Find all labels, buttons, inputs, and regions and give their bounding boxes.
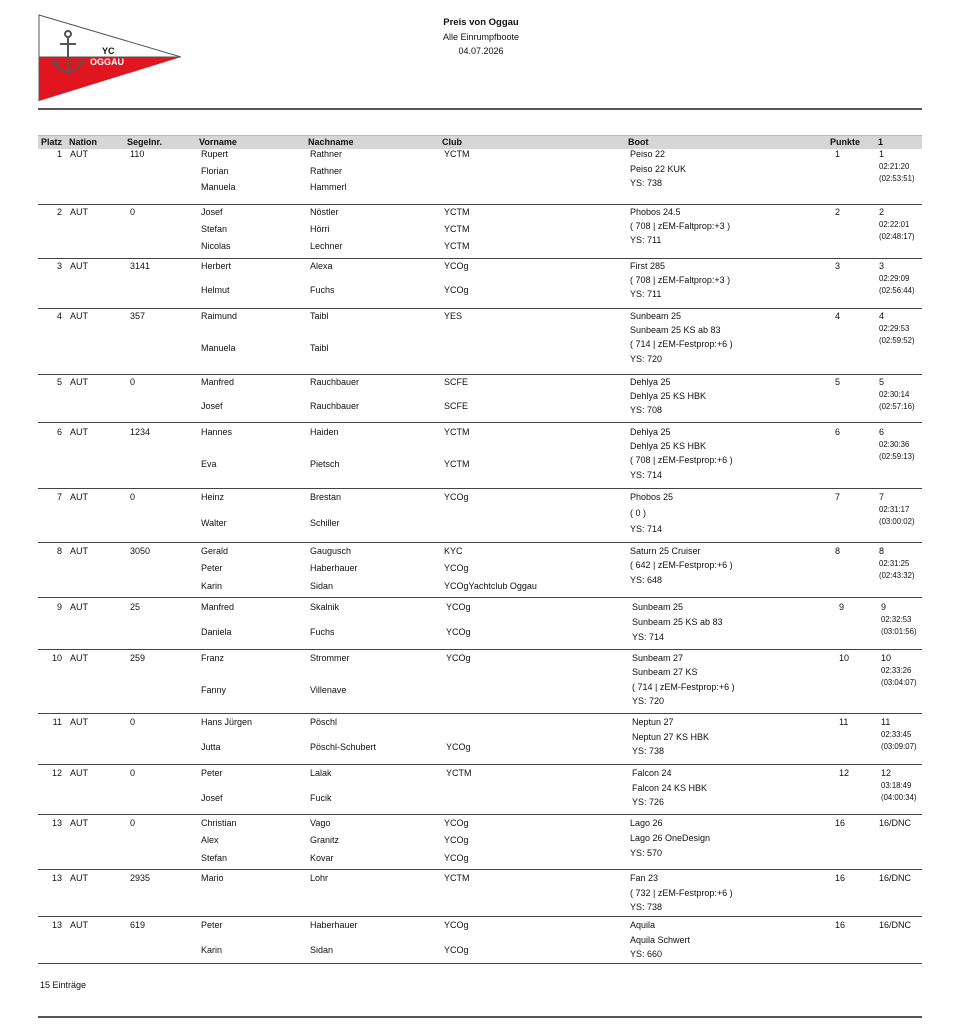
race-result-cell: 02:32:53: [881, 615, 912, 624]
boot-cell: Aquila Schwert: [630, 935, 691, 945]
table-row: [38, 713, 922, 765]
punkte-cell: 2: [835, 207, 841, 217]
segelnr-cell: 0: [130, 768, 136, 778]
nachname-cell: Fucik: [310, 793, 332, 803]
segelnr-cell: 357: [130, 311, 146, 321]
vorname-cell: Peter: [201, 920, 223, 930]
race-result-cell: 02:31:25: [879, 559, 910, 568]
club-cell: YCOg: [444, 285, 469, 295]
boot-cell: Phobos 25: [630, 492, 674, 502]
vorname-cell: Josef: [201, 207, 223, 217]
boot-cell: YS: 720: [632, 696, 665, 706]
race-result-cell: 03:18:49: [881, 781, 912, 790]
nachname-cell: Skalnik: [310, 602, 340, 612]
table-row: [38, 764, 922, 815]
platz-cell: 3: [56, 261, 62, 271]
vorname-cell: Josef: [201, 793, 223, 803]
race-result-cell: (03:09:07): [881, 742, 917, 751]
punkte-cell: 8: [835, 546, 841, 556]
boot-cell: First 285: [630, 261, 666, 271]
segelnr-cell: 0: [130, 492, 136, 502]
platz-cell: 8: [56, 546, 62, 556]
boot-cell: YS: 714: [630, 470, 663, 480]
nachname-cell: Pöschl-Schubert: [310, 742, 377, 752]
race-result-cell: 11: [881, 717, 891, 727]
club-cell: YCTM: [444, 224, 470, 234]
vorname-cell: Raimund: [201, 311, 238, 321]
boot-cell: Saturn 25 Cruiser: [630, 546, 701, 556]
boot-cell: Falcon 24: [632, 768, 672, 778]
col-vorname: Vorname: [199, 137, 237, 147]
club-cell: YCOg: [444, 945, 469, 955]
platz-cell: 1: [56, 149, 62, 159]
vorname-cell: Herbert: [201, 261, 232, 271]
vorname-cell: Manuela: [201, 343, 236, 353]
segelnr-cell: 259: [130, 653, 146, 663]
nation-cell: AUT: [70, 207, 88, 217]
race-result-cell: 8: [879, 546, 885, 556]
vorname-cell: Daniela: [201, 627, 232, 637]
boot-cell: YS: 570: [630, 848, 663, 858]
boot-cell: Sunbeam 25: [632, 602, 684, 612]
nachname-cell: Lalak: [310, 768, 332, 778]
vorname-cell: Florian: [201, 166, 229, 176]
race-result-cell: 16/DNC: [879, 818, 912, 828]
nachname-cell: Sidan: [310, 581, 334, 591]
punkte-cell: 7: [835, 492, 841, 502]
club-cell: YCOg: [444, 492, 469, 502]
boot-cell: Dehlya 25: [630, 377, 671, 387]
table-row: [38, 149, 922, 205]
col-nachname: Nachname: [308, 137, 354, 147]
table-row: [38, 542, 922, 598]
boot-cell: YS: 738: [630, 902, 663, 912]
boot-cell: ( 642 | zEM-Festprop:+6 ): [630, 560, 733, 570]
punkte-cell: 6: [835, 427, 841, 437]
boot-cell: YS: 648: [630, 575, 663, 585]
nachname-cell: Schiller: [310, 518, 340, 528]
nation-cell: AUT: [70, 602, 88, 612]
entry-count: 15 Einträge: [40, 980, 87, 990]
vorname-cell: Manfred: [201, 602, 235, 612]
vorname-cell: Peter: [201, 768, 223, 778]
boot-cell: YS: 714: [630, 524, 663, 534]
nation-cell: AUT: [70, 717, 88, 727]
club-cell: YCOg: [444, 920, 469, 930]
race-result-cell: (02:59:13): [879, 452, 915, 461]
col-punkte: Punkte: [830, 137, 861, 147]
club-cell: SCFE: [444, 401, 469, 411]
nachname-cell: Rauchbauer: [310, 377, 360, 387]
boot-cell: Phobos 24.5: [630, 207, 681, 217]
nachname-cell: Fuchs: [310, 627, 335, 637]
boot-cell: YS: 714: [632, 632, 665, 642]
nation-cell: AUT: [70, 149, 88, 159]
nation-cell: AUT: [70, 377, 88, 387]
pennant-flag-icon: [38, 14, 183, 104]
nachname-cell: Taibl: [310, 343, 329, 353]
club-cell: YCOg: [444, 818, 469, 828]
vorname-cell: Helmut: [201, 285, 230, 295]
race-result-cell: 02:33:45: [881, 730, 912, 739]
nation-cell: AUT: [70, 311, 88, 321]
segelnr-cell: 0: [130, 207, 136, 217]
club-cell: YES: [444, 311, 463, 321]
table-row: [38, 814, 922, 870]
race-result-cell: 3: [879, 261, 885, 271]
nachname-cell: Rauchbauer: [310, 401, 360, 411]
boot-cell: ( 732 | zEM-Festprop:+6 ): [630, 888, 733, 898]
boot-cell: ( 0 ): [630, 508, 647, 518]
nation-cell: AUT: [70, 873, 88, 883]
platz-cell: 9: [56, 602, 62, 612]
vorname-cell: Mario: [201, 873, 224, 883]
race-result-cell: 2: [879, 207, 885, 217]
race-result-cell: 1: [879, 149, 885, 159]
segelnr-cell: 0: [130, 377, 136, 387]
club-cell: YCTM: [444, 149, 470, 159]
vorname-cell: Nicolas: [201, 241, 231, 251]
logo-text-yc: YC: [102, 46, 115, 56]
race-result-cell: 02:30:14: [879, 390, 910, 399]
race-result-cell: (04:00:34): [881, 793, 917, 802]
platz-cell: 5: [56, 377, 62, 387]
document-header: [300, 16, 662, 58]
platz-cell: 13: [51, 920, 62, 930]
boot-cell: Sunbeam 25 KS ab 83: [632, 617, 723, 627]
nation-cell: AUT: [70, 546, 88, 556]
segelnr-cell: 0: [130, 717, 136, 727]
race-result-cell: 02:21:20: [879, 162, 910, 171]
top-divider: [38, 108, 922, 110]
vorname-cell: Eva: [201, 459, 217, 469]
nachname-cell: Lohr: [310, 873, 329, 883]
bottom-divider: [38, 1016, 922, 1018]
platz-cell: 7: [56, 492, 62, 502]
page-title: Preis von Oggau: [443, 17, 519, 28]
logo-text-oggau: OGGAU: [90, 57, 125, 67]
nachname-cell: Granitz: [310, 835, 340, 845]
vorname-cell: Walter: [201, 518, 227, 528]
platz-cell: 13: [51, 818, 62, 828]
vorname-cell: Rupert: [201, 149, 229, 159]
nation-cell: AUT: [70, 261, 88, 271]
boot-cell: YS: 660: [630, 949, 663, 959]
race-result-cell: 10: [881, 653, 892, 663]
yc-oggau-logo: [38, 14, 183, 104]
race-result-cell: (03:04:07): [881, 678, 917, 687]
club-cell: YCOg: [444, 563, 469, 573]
boot-cell: Dehlya 25: [630, 427, 671, 437]
col-nation: Nation: [69, 137, 97, 147]
nachname-cell: Brestan: [310, 492, 342, 502]
nation-cell: AUT: [70, 492, 88, 502]
nation-cell: AUT: [70, 427, 88, 437]
boot-cell: ( 708 | zEM-Faltprop:+3 ): [630, 275, 731, 285]
nachname-cell: Strommer: [310, 653, 350, 663]
race-result-cell: 12: [881, 768, 892, 778]
nachname-cell: Haberhauer: [310, 563, 358, 573]
table-row: [38, 649, 922, 714]
boot-cell: Falcon 24 KS HBK: [632, 783, 708, 793]
race-result-cell: (02:59:52): [879, 336, 915, 345]
race-result-cell: 6: [879, 427, 885, 437]
race-result-cell: (02:56:44): [879, 286, 915, 295]
club-cell: SCFE: [444, 377, 469, 387]
nachname-cell: Vago: [310, 818, 331, 828]
boot-cell: ( 714 | zEM-Festprop:+6 ): [630, 339, 733, 349]
club-cell: YCOg: [444, 835, 469, 845]
race-result-cell: (02:48:17): [879, 232, 915, 241]
vorname-cell: Peter: [201, 563, 223, 573]
vorname-cell: Manuela: [201, 182, 236, 192]
nachname-cell: Pietsch: [310, 459, 340, 469]
club-cell: YCOg: [446, 653, 471, 663]
club-cell: YCOg: [444, 261, 469, 271]
vorname-cell: Fanny: [201, 685, 227, 695]
boot-cell: ( 714 | zEM-Festprop:+6 ): [632, 682, 735, 692]
race-result-cell: 02:22:01: [879, 220, 910, 229]
race-result-cell: 02:31:17: [879, 505, 910, 514]
segelnr-cell: 0: [130, 818, 136, 828]
nachname-cell: Taibl: [310, 311, 329, 321]
vorname-cell: Hans Jürgen: [201, 717, 253, 727]
table-row: [38, 422, 922, 489]
platz-cell: 13: [51, 873, 62, 883]
table-row: [38, 258, 922, 309]
club-cell: YCOgYachtclub Oggau: [444, 581, 537, 591]
segelnr-cell: 619: [130, 920, 146, 930]
nachname-cell: Kovar: [310, 853, 334, 863]
segelnr-cell: 2935: [130, 873, 151, 883]
nachname-cell: Haiden: [310, 427, 339, 437]
platz-cell: 6: [56, 427, 62, 437]
boot-cell: Lago 26 OneDesign: [630, 833, 711, 843]
nachname-cell: Lechner: [310, 241, 343, 251]
punkte-cell: 10: [839, 653, 850, 663]
boot-cell: YS: 738: [632, 746, 665, 756]
table-row: [38, 597, 922, 650]
page-subtitle: Alle Einrumpfboote: [442, 32, 520, 42]
page-date: 04.07.2026: [458, 46, 504, 56]
punkte-cell: 5: [835, 377, 841, 387]
table-row: [38, 308, 922, 375]
punkte-cell: 1: [835, 149, 841, 159]
club-cell: YCOg: [446, 602, 471, 612]
boot-cell: Sunbeam 27: [632, 653, 684, 663]
boot-cell: Peiso 22 KUK: [630, 164, 687, 174]
boot-cell: Neptun 27 KS HBK: [632, 732, 710, 742]
col-boot: Boot: [628, 137, 649, 147]
race-result-cell: (03:01:56): [881, 627, 917, 636]
boot-cell: ( 708 | zEM-Faltprop:+3 ): [630, 221, 731, 231]
nachname-cell: Villenave: [310, 685, 347, 695]
boot-cell: Sunbeam 25: [630, 311, 682, 321]
col-race-1: 1: [878, 137, 884, 147]
vorname-cell: Jutta: [201, 742, 221, 752]
table-row: [38, 916, 922, 964]
boot-cell: Fan 23: [630, 873, 659, 883]
boot-cell: Peiso 22: [630, 149, 666, 159]
race-result-cell: 5: [879, 377, 885, 387]
nachname-cell: Rathner: [310, 166, 343, 176]
boot-cell: Neptun 27: [632, 717, 674, 727]
vorname-cell: Gerald: [201, 546, 229, 556]
nachname-cell: Pöschl: [310, 717, 338, 727]
club-cell: YCOg: [446, 742, 471, 752]
vorname-cell: Christian: [201, 818, 237, 828]
boot-cell: ( 708 | zEM-Festprop:+6 ): [630, 455, 733, 465]
punkte-cell: 12: [839, 768, 850, 778]
segelnr-cell: 3141: [130, 261, 151, 271]
boot-cell: Aquila: [630, 920, 656, 930]
platz-cell: 12: [51, 768, 62, 778]
nation-cell: AUT: [70, 768, 88, 778]
club-cell: YCOg: [444, 853, 469, 863]
boot-cell: YS: 726: [632, 797, 665, 807]
col-platz: Platz: [41, 137, 63, 147]
vorname-cell: Stefan: [201, 853, 228, 863]
punkte-cell: 16: [835, 920, 846, 930]
race-result-cell: (02:53:51): [879, 174, 915, 183]
platz-cell: 10: [51, 653, 62, 663]
punkte-cell: 16: [835, 818, 846, 828]
platz-cell: 2: [56, 207, 62, 217]
nachname-cell: Gaugusch: [310, 546, 352, 556]
nation-cell: AUT: [70, 920, 88, 930]
nachname-cell: Rathner: [310, 149, 343, 159]
segelnr-cell: 110: [130, 149, 145, 159]
race-result-cell: 16/DNC: [879, 920, 912, 930]
nachname-cell: Fuchs: [310, 285, 335, 295]
vorname-cell: Manfred: [201, 377, 235, 387]
punkte-cell: 16: [835, 873, 846, 883]
nachname-cell: Hammerl: [310, 182, 347, 192]
platz-cell: 11: [52, 717, 62, 727]
punkte-cell: 11: [839, 717, 849, 727]
boot-cell: Sunbeam 25 KS ab 83: [630, 325, 721, 335]
col-segelnr: Segelnr.: [127, 137, 163, 147]
club-cell: YCTM: [444, 873, 470, 883]
nachname-cell: Sidan: [310, 945, 334, 955]
boot-cell: Sunbeam 27 KS: [632, 667, 698, 677]
club-cell: YCTM: [444, 241, 470, 251]
nachname-cell: Haberhauer: [310, 920, 358, 930]
race-result-cell: 7: [879, 492, 885, 502]
platz-cell: 4: [56, 311, 62, 321]
boot-cell: Dehlya 25 KS HBK: [630, 441, 707, 451]
club-cell: YCOg: [446, 627, 471, 637]
club-cell: YCTM: [444, 427, 470, 437]
vorname-cell: Karin: [201, 581, 223, 591]
table-row: [38, 869, 922, 917]
punkte-cell: 9: [839, 602, 845, 612]
race-result-cell: 16/DNC: [879, 873, 912, 883]
segelnr-cell: 25: [130, 602, 141, 612]
race-result-cell: (03:00:02): [879, 517, 915, 526]
club-cell: KYC: [444, 546, 463, 556]
vorname-cell: Franz: [201, 653, 225, 663]
vorname-cell: Heinz: [201, 492, 225, 502]
nation-cell: AUT: [70, 653, 88, 663]
vorname-cell: Karin: [201, 945, 223, 955]
boot-cell: Lago 26: [630, 818, 663, 828]
segelnr-cell: 3050: [130, 546, 151, 556]
table-row: [38, 488, 922, 543]
race-result-cell: 02:33:26: [881, 666, 912, 675]
boot-cell: YS: 738: [630, 178, 663, 188]
race-result-cell: 9: [881, 602, 887, 612]
segelnr-cell: 1234: [130, 427, 151, 437]
race-result-cell: 02:29:09: [879, 274, 910, 283]
table-row: [38, 374, 922, 423]
boot-cell: YS: 720: [630, 354, 663, 364]
club-cell: YCTM: [444, 207, 470, 217]
boot-cell: Dehlya 25 KS HBK: [630, 391, 707, 401]
table-row: [38, 204, 922, 259]
nation-cell: AUT: [70, 818, 88, 828]
table-header: [38, 135, 922, 149]
race-result-cell: (02:57:16): [879, 402, 915, 411]
club-cell: YCTM: [444, 459, 470, 469]
nachname-cell: Nöstler: [310, 207, 339, 217]
club-cell: YCTM: [446, 768, 472, 778]
boot-cell: YS: 711: [630, 235, 662, 245]
vorname-cell: Alex: [201, 835, 219, 845]
race-result-cell: 4: [879, 311, 885, 321]
punkte-cell: 4: [835, 311, 841, 321]
punkte-cell: 3: [835, 261, 841, 271]
nachname-cell: Alexa: [310, 261, 333, 271]
boot-cell: YS: 711: [630, 289, 662, 299]
vorname-cell: Josef: [201, 401, 223, 411]
vorname-cell: Hannes: [201, 427, 233, 437]
col-club: Club: [442, 137, 462, 147]
race-result-cell: 02:29:53: [879, 324, 910, 333]
vorname-cell: Stefan: [201, 224, 228, 234]
race-result-cell: (02:43:32): [879, 571, 915, 580]
boot-cell: YS: 708: [630, 405, 663, 415]
nachname-cell: Hörri: [310, 224, 330, 234]
race-result-cell: 02:30:36: [879, 440, 910, 449]
